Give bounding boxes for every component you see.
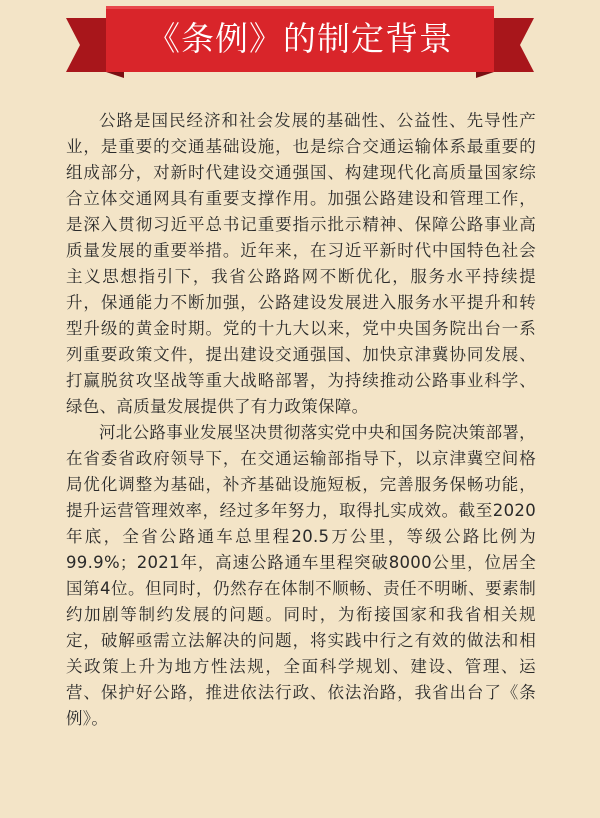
paragraph-2: 河北公路事业发展坚决贯彻落实党中央和国务院决策部署，在省委省政府领导下，在交通运输部指导下，以京津冀空间格局优化调整为基础，补齐基础设施短板，完善服务保畅功能，提升运营管理效率，经过多年努力，取得扎实成效。截至2020年底，全省公路通车总里程20.5万公里，等级公路比例为99.9%；2021年，高速公路通车里程突破8000公里，位居全国第4位。但同时，仍然存在体制不顺畅、责任不明晰、要素制约加剧等制约发展的问题。同时，为衔接国家和我省相关规定，破解亟需立法解决的问题，将实践中行之有效的做法和相关政策上升为地方性法规，全面科学规划、建设、管理、运营、保护好公路，推进依法行政、依法治路，我省出台了《条例》。 [66, 423, 536, 728]
page-title: 《条例》的制定背景 [147, 19, 453, 58]
article-body [66, 108, 536, 732]
paragraph-1: 公路是国民经济和社会发展的基础性、公益性、先导性产业，是重要的交通基础设施，也是综合交通运输体系最重要的组成部分，对新时代建设交通强国、构建现代化高质量国家综合立体交通网具有重要支撑作用。加强公路建设和管理工作，是深入贯彻习近平总书记重要指示批示精神、保障公路事业高质量发展的重要举措。近年来，在习近平新时代中国特色社会主义思想指引下，我省公路路网不断优化，服务水平持续提升，保通能力不断加强，公路建设发展进入服务水平提升和转型升级的黄金时期。党的十九大以来，党中央国务院出台一系列重要政策文件，提出建设交通强国、加快京津冀协同发展、打赢脱贫攻坚战等重大战略部署，为持续推动公路事业科学、绿色、高质量发展提供了有力政策保障。 [66, 111, 536, 416]
title-banner [66, 0, 534, 78]
